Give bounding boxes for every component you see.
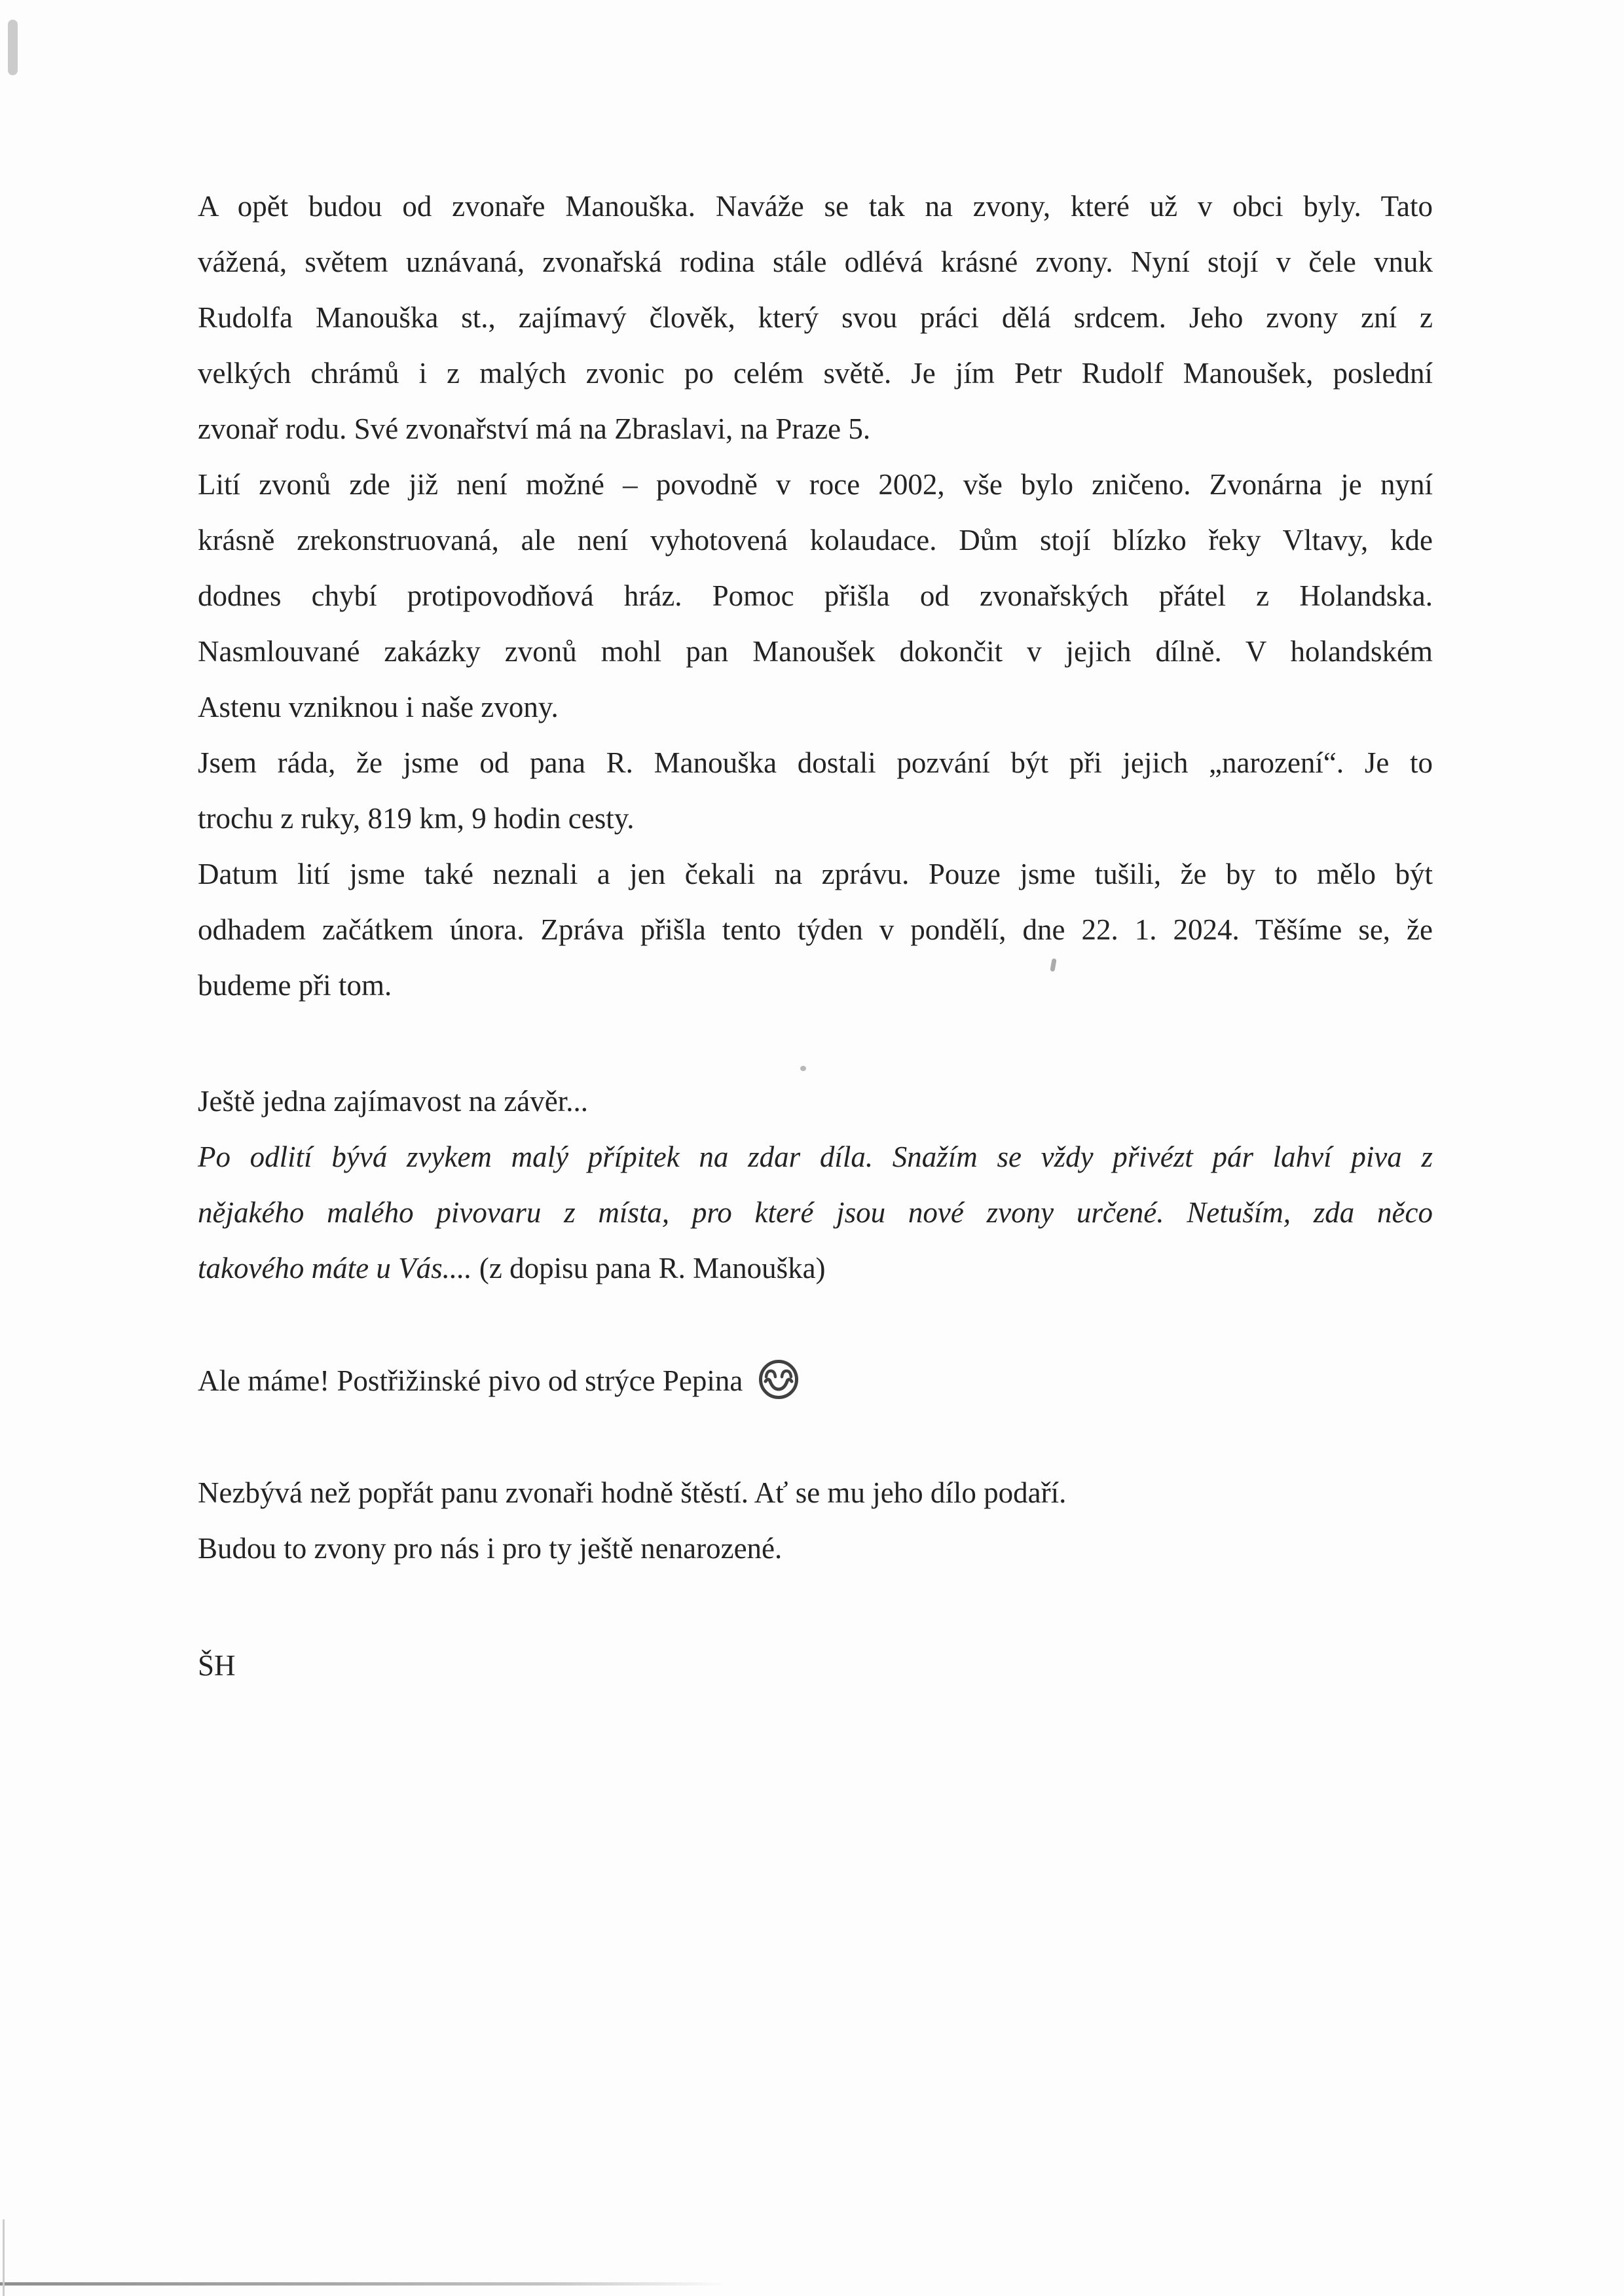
para-beer	[198, 1353, 1433, 1409]
text-line: Lití zvonů zde již není možné – povodně v roce 2002, vše bylo zničeno. Zvonárna je nyní	[198, 468, 1433, 501]
text-line	[198, 1353, 1433, 1409]
text-line: A opět budou od zvonaře Manouška. Naváže se tak na zvony, které už v obci byly. Tato	[198, 190, 1433, 223]
para-invitation	[198, 735, 1433, 847]
para-unborn	[198, 1521, 1433, 1576]
text-line: Nasmlouvané zakázky zvonů mohl pan Manoušek dokončit v jejich dílně. V holandském	[198, 635, 1433, 668]
text-line: nějakého malého pivovaru z místa, pro které jsou nové zvony určené. Netuším, zda něco	[198, 1196, 1433, 1229]
scan-mark	[8, 20, 18, 75]
laughing-smiley-icon	[757, 1358, 800, 1401]
text-line: Datum lití jsme také neznali a jen čekali na zprávu. Pouze jsme tušili, že by to mělo být	[198, 858, 1433, 890]
text-line: Budou to zvony pro nás i pro ty ještě nenarozené.	[198, 1532, 783, 1565]
text-line: Astenu vzniknou i naše zvony.	[198, 691, 559, 723]
para-casting-date	[198, 847, 1433, 1013]
para-teaser	[198, 1074, 1433, 1129]
text-line: Jsem ráda, že jsme od pana R. Manouška dostali pozvání být při jejich „narození“. Je to	[198, 746, 1433, 779]
para-bells-family	[198, 179, 1433, 457]
text-line: odhadem začátkem února. Zpráva přišla tento týden v pondělí, dne 22. 1. 2024. Těšíme se, že	[198, 913, 1433, 946]
letter-body	[198, 179, 1433, 1694]
para-wish	[198, 1465, 1433, 1521]
text-run: Ale máme! Postřižinské pivo od strýce Pepina	[198, 1364, 743, 1397]
text-line: budeme při tom.	[198, 969, 392, 1002]
text-run: (z dopisu pana R. Manouška)	[479, 1252, 826, 1285]
scan-edge-line	[0, 2282, 727, 2286]
text-line: trochu z ruky, 819 km, 9 hodin cesty.	[198, 802, 635, 835]
para-quote	[198, 1129, 1433, 1296]
text-line: Rudolfa Manouška st., zajímavý člověk, který svou práci dělá srdcem. Jeho zvony zní z	[198, 301, 1433, 334]
text-run: takového máte u Vás....	[198, 1252, 479, 1285]
text-line: vážená, světem uznávaná, zvonařská rodina stále odlévá krásné zvony. Nyní stojí v čele vnuk	[198, 246, 1433, 278]
text-line: Po odlití bývá zvykem malý přípitek na zdar díla. Snažím se vždy přivézt pár lahví piva z	[198, 1140, 1433, 1173]
text-line: krásně zrekonstruovaná, ale není vyhotovená kolaudace. Dům stojí blízko řeky Vltavy, kde	[198, 524, 1433, 556]
scan-edge-line	[3, 2219, 5, 2296]
para-signature	[198, 1638, 1433, 1694]
para-flood	[198, 457, 1433, 735]
text-line: Ještě jedna zajímavost na závěr...	[198, 1085, 589, 1118]
text-line: Nezbývá než popřát panu zvonaři hodně štěstí. Ať se mu jeho dílo podaří.	[198, 1476, 1067, 1509]
text-line: velkých chrámů i z malých zvonic po celém světě. Je jím Petr Rudolf Manoušek, poslední	[198, 357, 1433, 390]
text-line	[198, 1241, 1433, 1296]
text-line: dodnes chybí protipovodňová hráz. Pomoc přišla od zvonařských přátel z Holandska.	[198, 579, 1433, 612]
text-line: ŠH	[198, 1649, 236, 1682]
text-line: zvonař rodu. Své zvonařství má na Zbraslavi, na Praze 5.	[198, 412, 871, 445]
